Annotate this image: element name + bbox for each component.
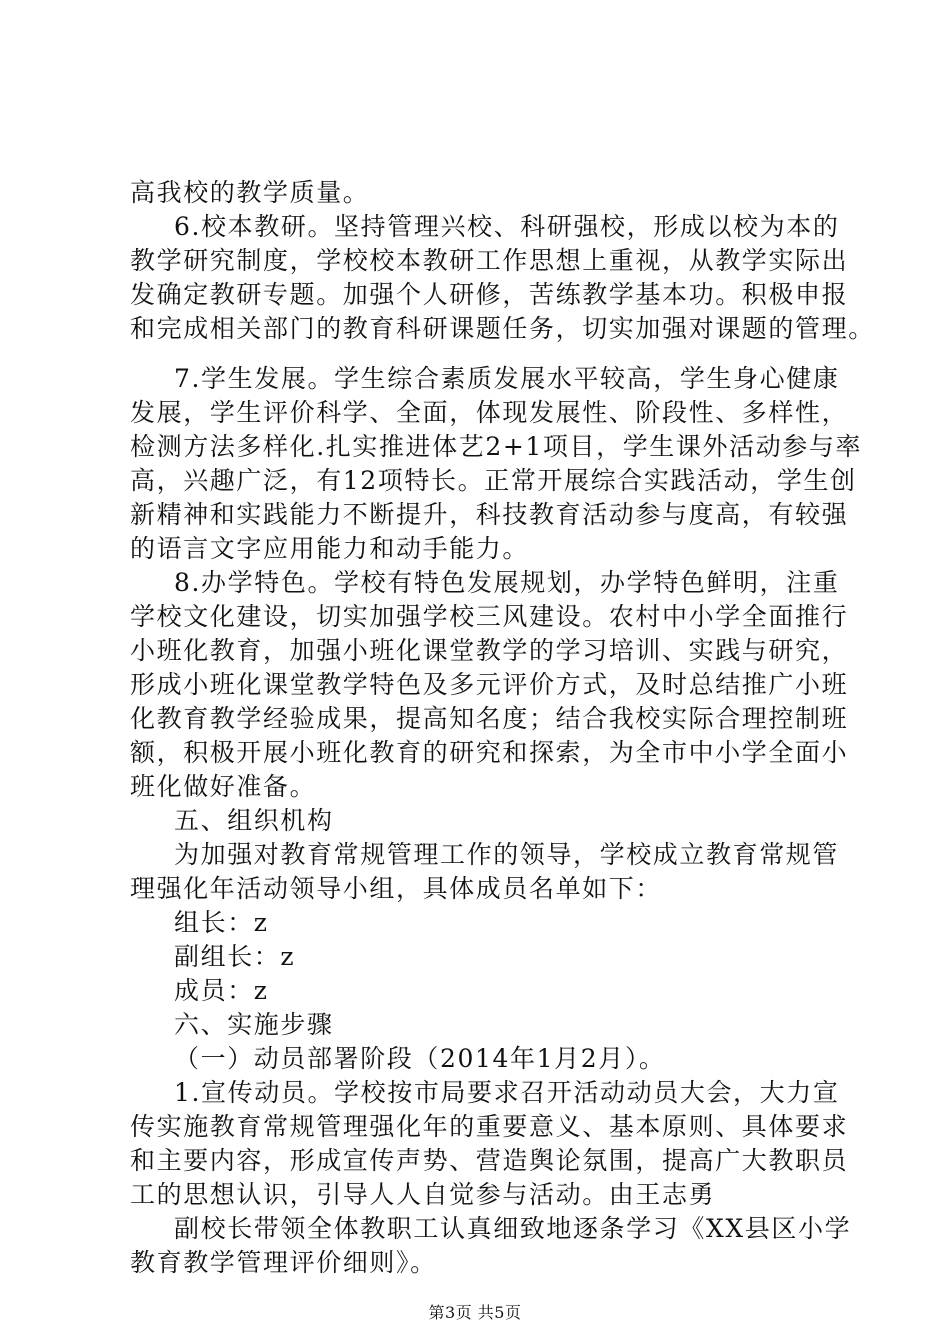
- page-number-footer: 第3页 共5页: [428, 1303, 522, 1322]
- text-line: 额，积极开展小班化教育的研究和探索，为全市中小学全面小: [130, 738, 849, 767]
- text-line: 和主要内容，形成宣传声势、营造舆论氛围，提高广大教职员: [130, 1146, 849, 1175]
- text-line: 小班化教育，加强小班化课堂教学的学习培训、实践与研究，: [130, 636, 849, 665]
- leader-line: 组长：z: [174, 908, 269, 937]
- deputy-leader-line: 副组长：z: [174, 942, 296, 971]
- text-line: 发展，学生评价科学、全面，体现发展性、阶段性、多样性，: [130, 398, 849, 427]
- text-line: 学校文化建设，切实加强学校三风建设。农村中小学全面推行: [130, 602, 849, 631]
- text-line: 教育教学管理评价细则》。: [130, 1248, 437, 1277]
- text-line: 化教育教学经验成果，提高知名度；结合我校实际合理控制班: [130, 704, 849, 733]
- text-line: 副校长带领全体教职工认真细致地逐条学习《XX县区小学: [174, 1214, 852, 1243]
- text-line: 检测方法多样化.扎实推进体艺2+1项目，学生课外活动参与率: [130, 432, 863, 461]
- subsection-heading-phase-1: （一）动员部署阶段（2014年1月2月）。: [174, 1044, 666, 1073]
- text-line: 高，兴趣广泛，有12项特长。正常开展综合实践活动，学生创: [130, 466, 857, 495]
- text-line: 工的思想认识，引导人人自觉参与活动。由王志勇: [130, 1180, 716, 1209]
- text-line: 形成小班化课堂教学特色及多元评价方式，及时总结推广小班: [130, 670, 849, 699]
- section-heading-organization: 五、组织机构: [174, 806, 334, 835]
- paragraph-start-publicity: 1.宣传动员。学校按市局要求召开活动动员大会，大力宣: [174, 1078, 840, 1107]
- text-line: 班化做好准备。: [130, 772, 317, 801]
- text-line: 高我校的教学质量。: [130, 178, 370, 207]
- text-line: 的语言文字应用能力和动手能力。: [130, 534, 530, 563]
- text-line: 新精神和实践能力不断提升，科技教育活动参与度高，有较强: [130, 500, 849, 529]
- text-line: 发确定教研专题。加强个人研修，苦练教学基本功。积极申报: [130, 280, 849, 309]
- paragraph-start-7: 7.学生发展。学生综合素质发展水平较高，学生身心健康: [174, 364, 840, 393]
- paragraph-start-6: 6.校本教研。坚持管理兴校、科研强校，形成以校为本的: [174, 212, 840, 241]
- paragraph-start-8: 8.办学特色。学校有特色发展规划，办学特色鲜明，注重: [174, 568, 840, 597]
- text-line: 传实施教育常规管理强化年的重要意义、基本原则、具体要求: [130, 1112, 849, 1141]
- text-line: 教学研究制度，学校校本教研工作思想上重视，从教学实际出: [130, 246, 849, 275]
- members-line: 成员：z: [174, 976, 269, 1005]
- paragraph-start-organization: 为加强对教育常规管理工作的领导，学校成立教育常规管: [174, 840, 840, 869]
- text-line: 和完成相关部门的教育科研课题任务，切实加强对课题的管理。: [130, 314, 875, 343]
- section-heading-steps: 六、实施步骤: [174, 1010, 334, 1039]
- text-line: 理强化年活动领导小组，具体成员名单如下：: [130, 874, 663, 903]
